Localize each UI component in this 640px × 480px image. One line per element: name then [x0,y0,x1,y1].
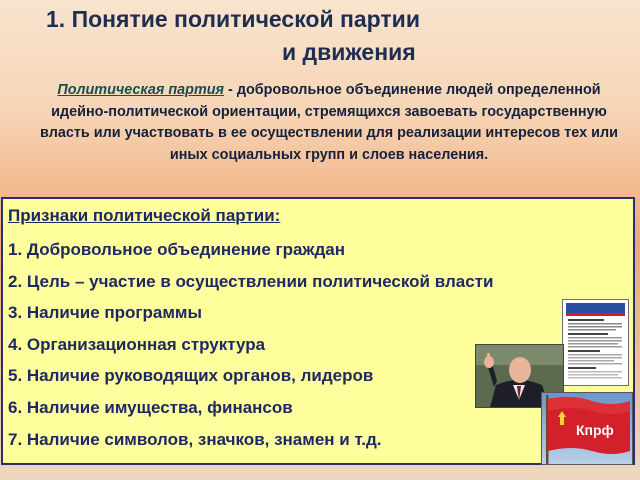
definition-term: Политическая партия [57,82,225,98]
list-item: 1. Добровольное объединение граждан [8,240,345,259]
definition-paragraph [40,80,618,166]
slide-title-line-1: 1. Понятие политической партии [46,6,420,32]
slide-title-line-2: и движения [282,39,416,65]
list-item: 6. Наличие имущества, финансов [8,397,293,417]
party-program-document-graphic [563,300,628,385]
party-program-document-icon [562,299,629,386]
red-party-flag-graphic [542,393,632,464]
features-box [1,197,635,465]
features-list [8,239,493,460]
list-item: 3. Наличие программы [8,303,203,323]
list-item: 2. Цель – участие в осуществлении политической власти [8,271,494,291]
list-item: 7. Наличие символов, значков, знамен и т.д. [8,429,382,449]
list-item: 4. Организационная структура [8,334,266,354]
features-heading: Признаки политической партии: [8,206,281,225]
definition-text: - добровольное объединение людей определенной идейно-политической ориентации, стремящихся завоевать государственную власть или участвовать в ее осуществлении для реализации интересов тех или иных социальных групп и слоев населения. [40,82,618,163]
list-item: 5. Наличие руководящих органов, лидеров [8,366,374,386]
red-party-flag-icon [541,392,633,465]
flag-text: Кпрф [576,422,614,438]
